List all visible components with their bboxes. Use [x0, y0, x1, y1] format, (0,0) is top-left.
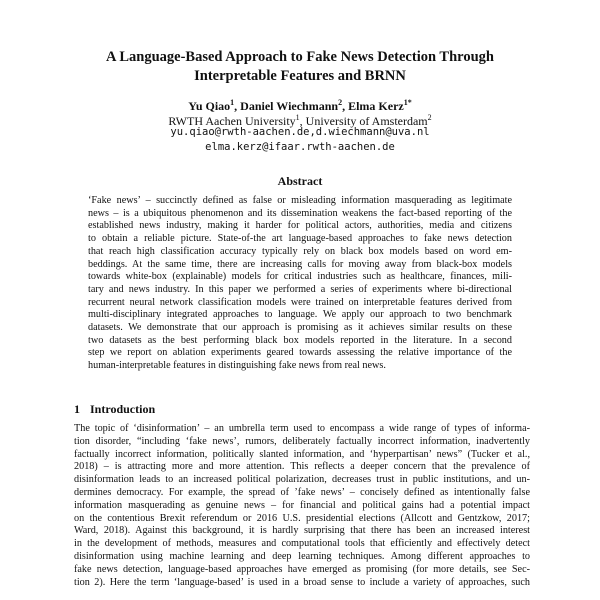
author-name: Daniel Wiechmann — [240, 99, 339, 113]
affiliation-marker: 2 — [427, 113, 432, 122]
author-separator: , — [234, 99, 241, 113]
abstract-line: two datasets as the best performing black box models reported in the literature. In a second — [88, 334, 512, 346]
introduction-line: Ward, 2018). Against this background, it is hardly surprising that there has been an increased interest — [74, 525, 530, 537]
abstract-line: human-interpretable features in distinguishing fake news from real news. — [88, 360, 386, 372]
abstract-line: news – is a ubiquitous phenomenon and its dissemination weakens the fact-based reporting of the — [88, 207, 512, 219]
abstract-heading: Abstract — [277, 174, 323, 188]
introduction-line: 2018) – is attracting more and more attention. This reflects a deeper concern that the prevalence of — [74, 461, 530, 473]
introduction-line: information masquerading as genuine news – for financial and political gains had a potential impact — [74, 499, 530, 511]
introduction-line: dermines democracy. For example, the spread of ’fake news’ – concisely defined as intentionally false — [74, 486, 530, 498]
section-number: 1 — [74, 402, 80, 416]
introduction-line: in the development of methods, measures and computational tools that efficiently and effectively detect — [74, 538, 530, 550]
section-title: Introduction — [90, 402, 156, 416]
affiliation-name: RWTH Aachen University — [168, 114, 296, 128]
author-separator: , — [342, 99, 349, 113]
affiliation-marker: 1* — [403, 98, 412, 107]
introduction-body — [74, 423, 530, 589]
introduction-line: The topic of ‘disinformation’ – an umbrella term used to encompass a wide range of types of informa- — [74, 423, 530, 434]
affiliation-marker: 1 — [295, 113, 300, 122]
abstract-line: to obtain a reliable picture. State-of-the art language-based approaches to fake news detection — [88, 233, 512, 245]
affiliation-marker: 2 — [338, 98, 343, 107]
abstract-line: towards white-box (explainable) models for critical industries such as healthcare, finances, mili- — [88, 271, 512, 283]
abstract-line: datasets. We demonstrate that our approach is promising as it achieves similar results on these — [88, 322, 512, 334]
paper-title — [80, 48, 520, 86]
introduction-line: on the contentious Brexit referendum or 2016 U.S. presidential elections (Allcott and Gentzkow, 2017; — [74, 512, 530, 524]
introduction-line: tion disorder, “including ‘fake news’, rumors, deliberately factually incorrect information, inadvertently — [74, 435, 530, 447]
abstract-line: established news industry, making it harder for political actors, authorities, media and citizens — [88, 220, 512, 232]
author-emails-line-2: elma.kerz@ifaar.rwth-aachen.de — [205, 141, 395, 153]
abstract-body — [88, 195, 512, 373]
title-line-1: A Language-Based Approach to Fake News Detection Through — [106, 49, 494, 65]
introduction-line: disinformation leads to an increased political polarization, decreases trust in public institutions, and un- — [74, 474, 530, 486]
author-name: Yu Qiao — [188, 99, 231, 113]
affiliation-name: , University of Amsterdam — [299, 114, 428, 128]
abstract-line: that reach high classification accuracy typically rely on black box models based on word em- — [88, 245, 512, 257]
abstract-line: step we report on ablation experiments geared towards assessing the relative importance of the — [88, 347, 512, 359]
introduction-line: fake news detection, language-based approaches have emerged as promising (for more details, see Sec- — [74, 563, 530, 575]
introduction-line: disinformation using machine learning and deep learning techniques. Among different approaches to — [74, 550, 530, 562]
abstract-line: recurrent neural network classification models were trained on interpretable features derived from — [88, 296, 512, 308]
abstract-line: ‘Fake news’ – succinctly defined as false or misleading information masquerading as legitimate — [88, 195, 512, 206]
abstract-line: beddings. At the same time, there are increasing calls for moving away from black-box models — [88, 258, 512, 270]
author-emails-line-1: yu.qiao@rwth-aachen.de,d.wiechmann@uva.nl — [170, 126, 430, 138]
abstract-line: multi-disciplinary integrated approaches to language. We apply our approach to two benchmark — [88, 309, 512, 321]
author-name: Elma Kerz — [348, 99, 404, 113]
affiliation-marker: 1 — [230, 98, 235, 107]
introduction-line: tion 2). Here the term ‘language-based’ is used in a broad sense to include a variety of approaches, such — [74, 576, 530, 588]
introduction-line: factually incorrect information, politically slanted information, and ‘hyperpartisan’ news” (Tucker et al., — [74, 448, 530, 460]
abstract-line: tary and news industry. In this paper we performed a series of experiments where bi-directional — [88, 283, 512, 295]
section-heading-introduction — [74, 402, 155, 417]
title-line-2: Interpretable Features and BRNN — [194, 68, 406, 84]
